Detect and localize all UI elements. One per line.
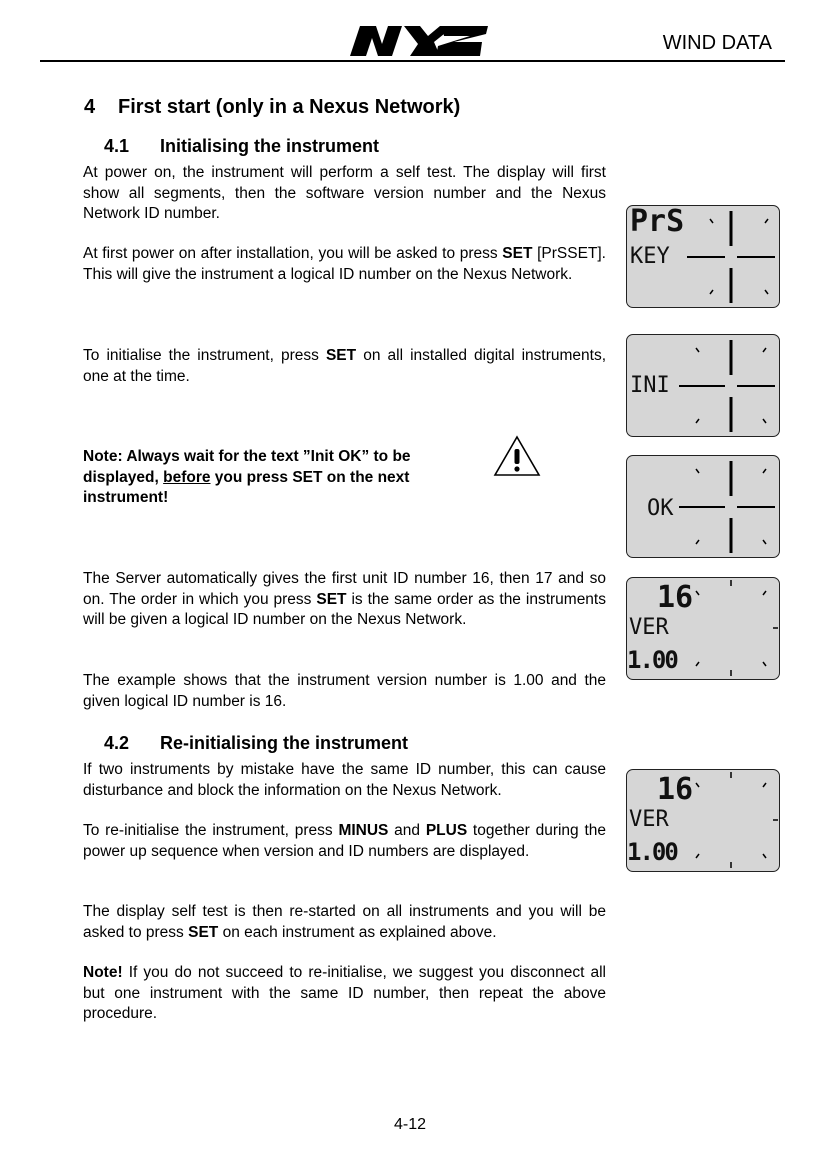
lcd-display-ini	[626, 334, 780, 437]
warning-icon	[492, 434, 542, 478]
paragraph-note: Note! If you do not succeed to re-initialise, we suggest you disconnect all but one instrument with the same ID number, then repeat the above procedure.	[83, 964, 606, 1022]
note-init-ok: Note: Always wait for the text ”Init OK” to be displayed, before you press SET on the next instrument!	[83, 448, 411, 506]
lcd-mid-text: VER	[629, 807, 669, 832]
lcd-display-version-id	[626, 577, 780, 680]
lcd-top-text: 16	[657, 772, 694, 807]
lcd-top-text: 16	[657, 580, 694, 615]
lcd-display-ok	[626, 455, 780, 558]
lcd-mid-text: KEY	[630, 244, 670, 269]
lcd-top-text: PrS	[630, 205, 685, 239]
paragraph-reinitialise: To re-initialise the instrument, press MINUS and PLUS together during the power up sequence when version and ID numbers are displayed.	[83, 822, 606, 860]
paragraph-power-on: At power on, the instrument will perform a self test. The display will first show all segments, then the software version number and the Nexus Network ID number.	[83, 164, 606, 222]
paragraph-first-power-on: At first power on after installation, you will be asked to press SET [PrSSET]. This will give the instrument a logical ID number on the Nexus Network.	[83, 245, 606, 283]
lcd-display-prs-key	[626, 205, 780, 308]
lcd-mid-text: INI	[630, 373, 670, 398]
lcd-display-version-id-2	[626, 769, 780, 872]
paragraph-same-id: If two instruments by mistake have the same ID number, this can cause disturbance and block the information on the Nexus Network.	[83, 761, 606, 799]
header-rule	[40, 60, 785, 62]
lcd-bot-text: 1.00	[627, 838, 677, 866]
page-number: 4-12	[393, 1116, 427, 1133]
paragraph-initialise: To initialise the instrument, press SET on all installed digital instruments, one at the time.	[83, 347, 606, 385]
paragraph-server-id: The Server automatically gives the first unit ID number 16, then 17 and so on. The order in which you press SET is the same order as the instruments will be given a logical ID number on the Nexus Network.	[83, 570, 606, 628]
lcd-bot-text: 1.00	[627, 646, 677, 674]
paragraph-example: The example shows that the instrument version number is 1.00 and the given logical ID number is 16.	[83, 672, 606, 710]
paragraph-self-test: The display self test is then re-started on all instruments and you will be asked to press SET on each instrument as explained above.	[83, 903, 606, 941]
subsection-4-1-heading: 4.1 Initialising the instrument	[104, 136, 380, 156]
nx2-logo	[342, 24, 490, 58]
lcd-mid-text: OK	[647, 496, 674, 521]
lcd-mid-text: VER	[629, 615, 669, 640]
header-title: WIND DATA	[662, 32, 772, 54]
subsection-4-2-heading: 4.2 Re-initialising the instrument	[104, 733, 409, 753]
section-heading: 4 First start (only in a Nexus Network)	[84, 96, 461, 118]
